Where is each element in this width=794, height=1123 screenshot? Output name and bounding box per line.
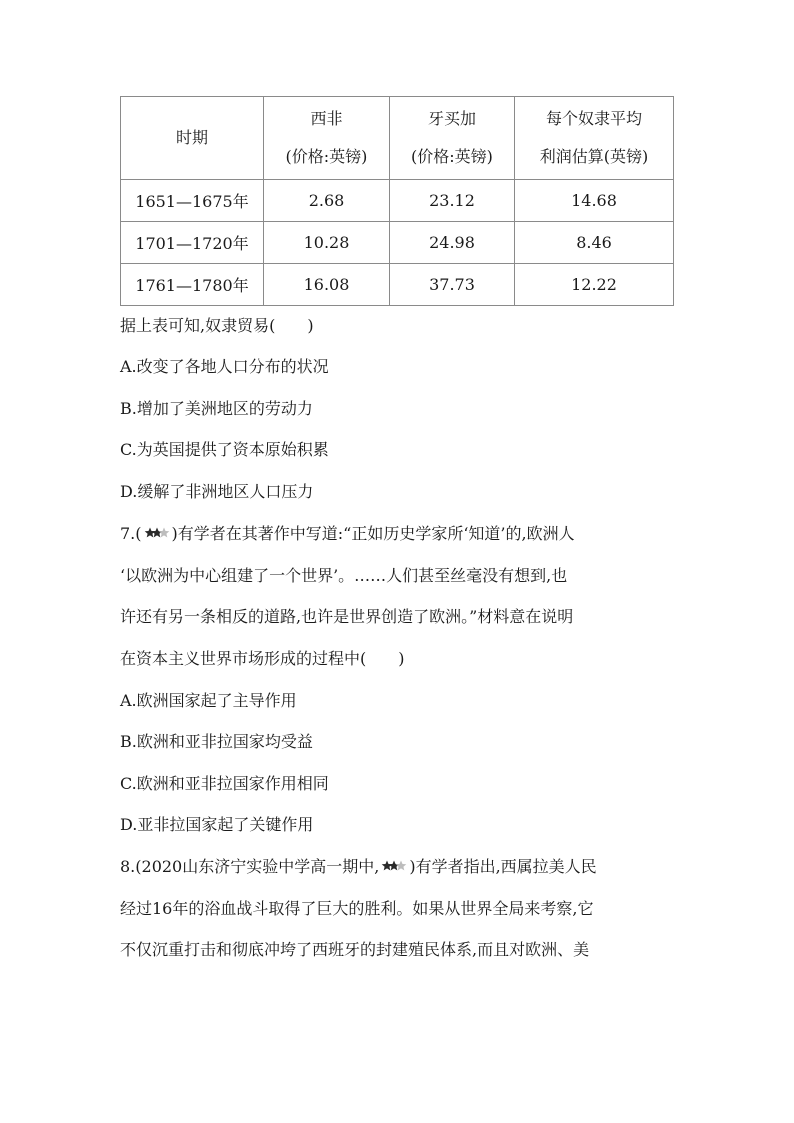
q8-source: 8.(2020山东济宁实验中学高一期中, — [120, 857, 380, 876]
table-row — [121, 180, 674, 222]
difficulty-stars-icon — [143, 526, 171, 540]
table-row — [121, 264, 674, 306]
q7-option-a: A.欧洲国家起了主导作用 — [120, 691, 297, 710]
q6-option-c: C.为英国提供了资本原始积累 — [120, 440, 329, 459]
slave-trade-price-table — [120, 96, 674, 306]
q6-option-a: A.改变了各地人口分布的状况 — [120, 357, 329, 376]
q7-option-d: D.亚非拉国家起了关键作用 — [120, 815, 314, 834]
q7-option-b: B.欧洲和亚非拉国家均受益 — [120, 732, 313, 751]
q7-number: 7.( — [120, 524, 142, 543]
difficulty-stars-icon — [380, 859, 408, 873]
cell-west-africa: 2.68 — [264, 180, 390, 222]
q7-option-c: C.欧洲和亚非拉国家作用相同 — [120, 774, 329, 793]
q7-stem-line-2: ‘以欧洲为中心组建了一个世界’。……人们甚至丝毫没有想到,也 — [120, 566, 568, 585]
cell-period: 1701—1720年 — [121, 222, 264, 264]
cell-profit: 8.46 — [515, 222, 674, 264]
cell-profit: 12.22 — [515, 264, 674, 306]
q6-option-b: B.增加了美洲地区的劳动力 — [120, 399, 313, 418]
q8-stem-text: )有学者指出,西属拉美人民 — [409, 857, 597, 876]
header-period: 时期 — [121, 97, 264, 180]
header-profit: 每个奴隶平均 利润估算(英镑) — [515, 97, 674, 180]
cell-profit: 14.68 — [515, 180, 674, 222]
cell-period: 1651—1675年 — [121, 180, 264, 222]
cell-jamaica: 23.12 — [390, 180, 515, 222]
header-jamaica: 牙买加 (价格:英镑) — [390, 97, 515, 180]
q7-stem-line-1 — [120, 524, 680, 544]
q8-stem-line-2: 经过16年的浴血战斗取得了巨大的胜利。如果从世界全局来考察,它 — [120, 899, 594, 918]
q7-stem-line-3: 许还有另一条相反的道路,也许是世界创造了欧洲。”材料意在说明 — [120, 607, 574, 626]
cell-jamaica: 37.73 — [390, 264, 515, 306]
q6-option-d: D.缓解了非洲地区人口压力 — [120, 482, 314, 501]
q8-stem-line-3: 不仅沉重打击和彻底冲垮了西班牙的封建殖民体系,而且对欧洲、美 — [120, 940, 590, 959]
cell-west-africa: 16.08 — [264, 264, 390, 306]
header-west-africa: 西非 (价格:英镑) — [264, 97, 390, 180]
q6-stem: 据上表可知,奴隶贸易( ) — [120, 316, 314, 335]
cell-west-africa: 10.28 — [264, 222, 390, 264]
table-header-row — [121, 97, 674, 180]
table-row — [121, 222, 674, 264]
cell-jamaica: 24.98 — [390, 222, 515, 264]
cell-period: 1761—1780年 — [121, 264, 264, 306]
q7-stem-text: )有学者在其著作中写道:“正如历史学家所‘知道’的,欧洲人 — [171, 524, 575, 543]
q7-stem-line-4: 在资本主义世界市场形成的过程中( ) — [120, 649, 405, 668]
q8-stem-line-1 — [120, 857, 680, 877]
